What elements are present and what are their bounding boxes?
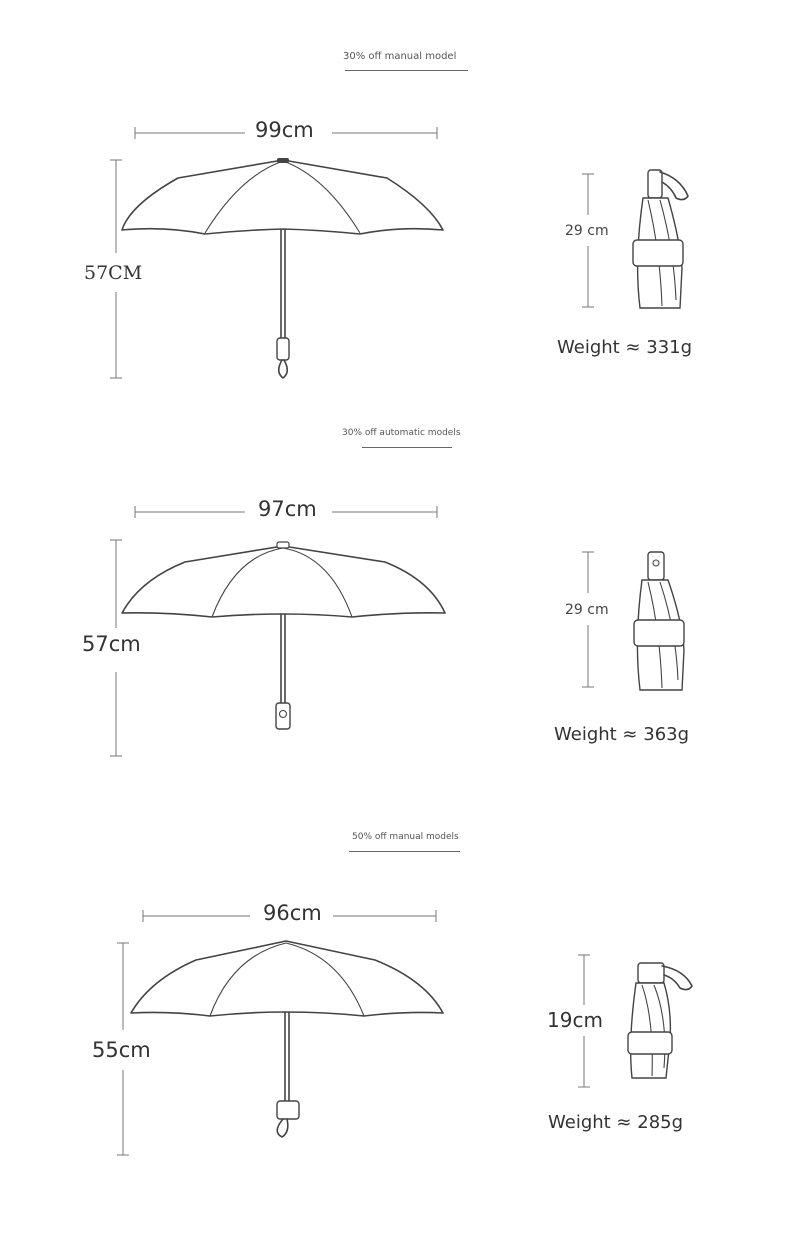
width-label: 99cm (255, 118, 314, 142)
model-1-section (0, 0, 800, 400)
weight-label: Weight ≈ 363g (554, 724, 690, 745)
height-label: 55cm (92, 1038, 151, 1062)
folded-umbrella-drawing (0, 800, 800, 1243)
weight-label: Weight ≈ 331g (557, 337, 693, 358)
model-tag: 30% off automatic models (342, 428, 461, 438)
model-2-section (0, 400, 800, 800)
height-label: 57cm (82, 632, 141, 656)
model-3-section (0, 800, 800, 1243)
width-label: 96cm (263, 901, 322, 925)
model-tag: 50% off manual models (352, 832, 459, 842)
folded-length-label: 29 cm (565, 223, 609, 239)
weight-label: Weight ≈ 285g (548, 1112, 684, 1133)
height-label: 57CM (84, 262, 143, 284)
folded-length-label: 19cm (547, 1008, 603, 1032)
folded-length-label: 29 cm (565, 602, 609, 618)
model-tag: 30% off manual model (343, 51, 457, 62)
width-label: 97cm (258, 497, 317, 521)
